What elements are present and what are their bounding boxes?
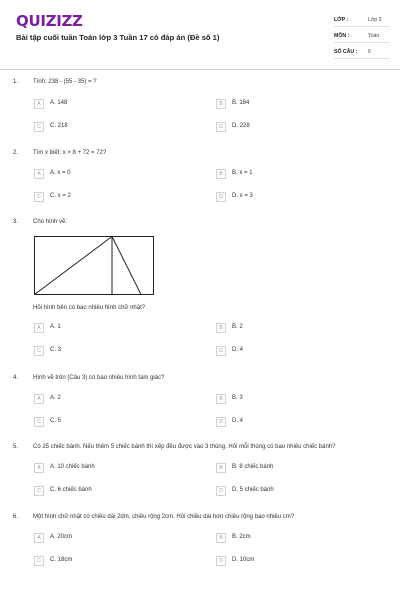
meta-row-count [334, 45, 390, 59]
option-letter-box: D [216, 192, 226, 202]
option-letter-box: D [216, 122, 226, 132]
outer-rectangle [35, 237, 154, 295]
option-letter-box: B [216, 169, 226, 179]
option-text: C. 18cm [50, 557, 73, 563]
option-text: A. 20cm [50, 534, 73, 540]
option-text: B. 2cm [232, 534, 251, 540]
meta-label: LỚP : [334, 17, 349, 23]
right-diagonal-line [112, 237, 141, 295]
option-letter-box: C [34, 122, 44, 132]
meta-row-subject [334, 29, 390, 43]
option-letter-box: C [34, 192, 44, 202]
option-text: A. 10 chiếc bánh [50, 464, 95, 470]
question-number: 1. [13, 79, 19, 85]
question-text: Tính: 238 - (55 - 35) = ? [33, 79, 97, 85]
option-text: A. 1 [50, 324, 61, 330]
option-text: A. 148 [50, 100, 68, 106]
left-diagonal-line [35, 237, 113, 295]
quizizz-logo: QUIZIZZ [16, 12, 83, 30]
option-letter-box: B [216, 99, 226, 109]
option-text: D. 228 [232, 123, 250, 129]
option-text: D. 5 chiếc bánh [232, 487, 274, 493]
option-letter-box: A [34, 533, 44, 543]
option-text: B. 184 [232, 100, 250, 106]
option-text: C. x = 2 [50, 193, 71, 199]
option-text: D. 4 [232, 347, 244, 353]
page-header [0, 0, 400, 66]
question-number: 4. [13, 375, 19, 381]
option-letter-box: D [216, 417, 226, 427]
option-letter-box: A [34, 169, 44, 179]
option-text: B. 8 chiếc bánh [232, 464, 274, 470]
option-letter-box: C [34, 556, 44, 566]
option-text: A. x = 0 [50, 170, 71, 176]
option-text: C. 6 chiếc bánh [50, 487, 92, 493]
meta-value: 6 [368, 49, 371, 55]
rectangle-figure [34, 236, 154, 295]
question-subtext: Hỏi hình bên có bao nhiêu hình chữ nhật? [33, 305, 146, 311]
option-text: B. x = 1 [232, 170, 253, 176]
document-title: Bài tập cuối tuần Toán lớp 3 Tuần 17 có đáp án (Đề số 1) [16, 33, 220, 42]
option-text: C. 5 [50, 418, 62, 424]
option-text: B. 3 [232, 395, 243, 401]
option-letter-box: A [34, 99, 44, 109]
option-letter-box: A [34, 394, 44, 404]
option-letter-box: B [216, 323, 226, 333]
question-text: Cho hình vẽ: [33, 219, 68, 225]
meta-label: MÔN : [334, 33, 350, 39]
option-letter-box: B [216, 463, 226, 473]
meta-value: Toán [368, 33, 380, 39]
question-number: 5. [13, 444, 19, 450]
meta-value: Lớp 3 [368, 17, 382, 23]
option-text: D. 10cm [232, 557, 255, 563]
question-number: 2. [13, 150, 19, 156]
option-letter-box: C [34, 486, 44, 496]
option-letter-box: D [216, 346, 226, 356]
question-text: Tìm x biết: x × 8 + 72 = 72? [33, 150, 107, 156]
meta-label: SỐ CÂU : [334, 49, 358, 55]
option-text: B. 2 [232, 324, 243, 330]
option-letter-box: D [216, 486, 226, 496]
option-text: A. 2 [50, 395, 61, 401]
option-letter-box: C [34, 346, 44, 356]
option-text: C. 218 [50, 123, 68, 129]
option-text: D. 4 [232, 418, 244, 424]
option-letter-box: D [216, 556, 226, 566]
header-divider [0, 69, 400, 70]
option-letter-box: B [216, 533, 226, 543]
question-number: 3. [13, 219, 19, 225]
option-text: D. x = 3 [232, 193, 253, 199]
option-letter-box: A [34, 463, 44, 473]
option-letter-box: C [34, 417, 44, 427]
question-number: 6. [13, 514, 19, 520]
question-text: Một hình chữ nhật có chiều dài 2dm, chiều rộng 2cm. Hỏi chiều dài hơn chiều rộng bao nhiêu cm? [33, 514, 295, 520]
question-text: Hình vẽ trên (Câu 3) có bao nhiêu hình tam giác? [33, 375, 165, 381]
meta-row-class [334, 13, 390, 27]
question-text: Có 25 chiếc bánh. Nếu thêm 5 chiếc bánh thì xếp đều được vào 3 thùng. Hỏi mỗi thùng có bao nhiêu chiếc bánh? [33, 444, 336, 450]
option-letter-box: A [34, 323, 44, 333]
option-text: C. 3 [50, 347, 62, 353]
option-letter-box: B [216, 394, 226, 404]
